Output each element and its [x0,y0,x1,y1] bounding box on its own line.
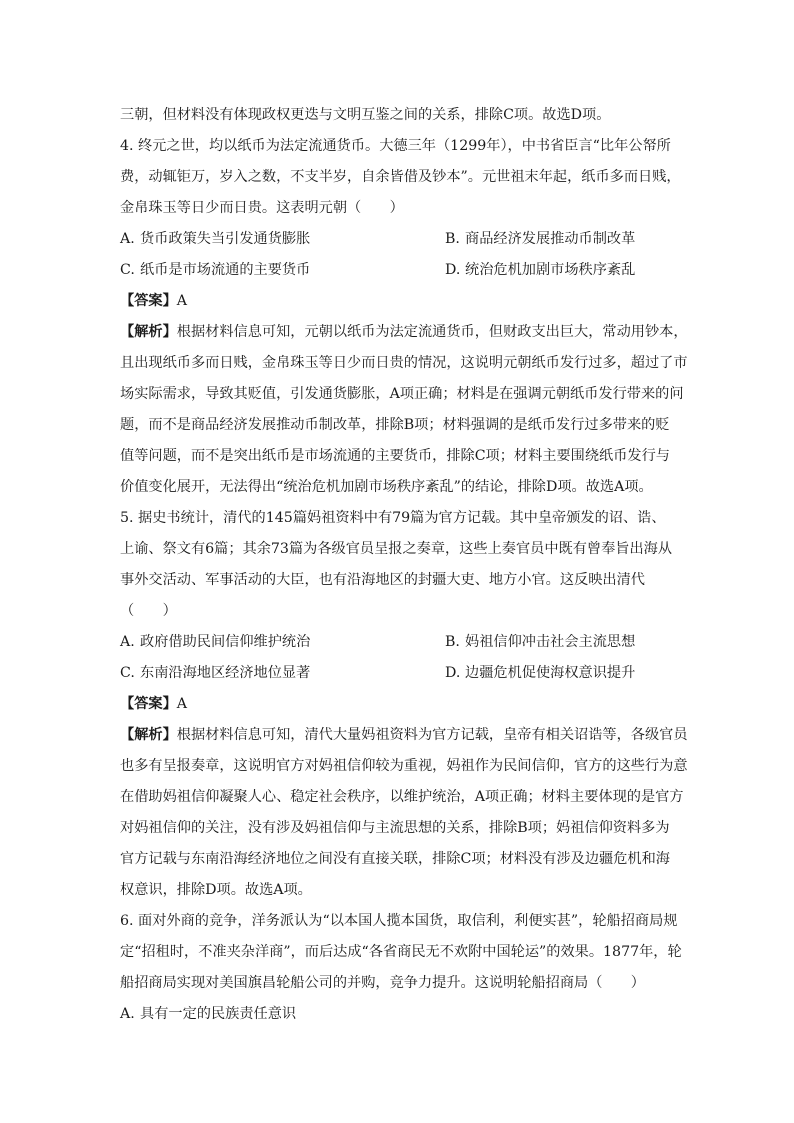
analysis-line: 在借助妈祖信仰凝聚人心、稳定社会秩序，以维护统治，A项正确；材料主要体现的是官方 [120,789,684,805]
answer-value: A [176,696,188,712]
option-text: 妈祖信仰冲击社会主流思想 [465,634,636,650]
continuation-text: 三朝，但材料没有体现政权更迭与文明互鉴之间的关系，排除C项。故选D项。 [120,107,611,123]
option-c [120,255,445,286]
analysis-text: 根据材料信息可知，元朝以纸币为法定流通货币，但财政支出巨大，常动用钞本， [176,324,688,340]
option-text: 政府借助民间信仰维护统治 [140,634,311,650]
option-text: 纸币是市场流通的主要货币 [140,262,311,278]
question-stem-line: （ ） [120,603,177,619]
option-row [120,255,676,286]
option-b [445,627,676,658]
analysis-line: 场实际需求，导致其贬值，引发通货膨胀，A项正确；材料是在强调元朝纸币发行带来的问 [120,386,684,402]
option-text: 边疆危机促使海权意识提升 [465,665,636,681]
option-c [120,658,445,689]
option-text: 货币政策失当引发通货膨胀 [140,231,311,247]
question-4 [120,131,688,503]
analysis-line [120,720,688,751]
question-stem-line: 定“招租时，不准夹杂洋商”，而后达成“各省商民无不欢附中国轮运”的效果。1877年，轮 [120,944,682,960]
analysis-line: 权意识，排除D项。故选A项。 [120,882,312,898]
option-letter: B. [445,231,460,247]
question-stem-line: 5. 据史书统计，清代的145篇妈祖资料中有79篇为官方记载。其中皇帝颁发的诏、诰、 [120,510,666,526]
option-a [120,224,445,255]
analysis-line: 价值变化展开，无法得出“统治危机加剧市场秩序紊乱”的结论，排除D项。故选A项。 [120,479,653,495]
question-stem-line: 6. 面对外商的竞争，洋务派认为“以本国人揽本国货，取信利，利便实甚”，轮船招商局规 [120,913,678,929]
option-row [120,999,676,1030]
analysis-text: 根据材料信息可知，清代大量妈祖资料为官方记载，皇帝有相关诏诰等，各级官员 [176,727,688,743]
question-6 [120,906,682,1030]
option-letter: A. [120,634,135,650]
option-letter: D. [445,665,461,681]
question-stem-line: 事外交活动、军事活动的大臣，也有沿海地区的封疆大吏、地方小官。这反映出清代 [120,572,645,588]
option-text: 商品经济发展推动币制改革 [465,231,636,247]
answer-tag: 【答案】 [120,293,177,309]
question-stem-line: 金帛珠玉等日少而日贵。这表明元朝（ ） [120,200,404,216]
question-stem-line: 4. 终元之世，均以纸币为法定流通货币。大德三年（1299年），中书省臣言“比年公帑所 [120,138,671,154]
analysis-tag: 【解析】 [120,727,177,743]
option-a [120,627,445,658]
option-text: 统治危机加剧市场秩序紊乱 [465,262,636,278]
option-d [445,255,676,286]
option-d [445,658,676,689]
analysis-line [120,317,688,348]
analysis-line: 且出现纸币多而日贱，金帛珠玉等日少而日贵的情况，这说明元朝纸币发行过多，超过了市 [120,355,688,371]
option-text: 具有一定的民族责任意识 [140,1006,297,1022]
option-text: 东南沿海地区经济地位显著 [140,665,311,681]
option-letter: A. [120,1006,135,1022]
option-row [120,658,676,689]
option-letter: A. [120,231,135,247]
option-row [120,224,676,255]
answer-line [120,689,676,720]
answer-value: A [176,293,188,309]
answer-tag: 【答案】 [120,696,177,712]
page-content [120,100,688,1030]
option-letter: D. [445,262,461,278]
option-letter: C. [120,665,135,681]
question-stem-line: 船招商局实现对美国旗昌轮船公司的并购，竞争力提升。这说明轮船招商局（ ） [120,975,645,991]
option-letter: B. [445,634,460,650]
analysis-line: 也多有呈报奏章，这说明官方对妈祖信仰较为重视，妈祖作为民间信仰，官方的这些行为意 [120,758,688,774]
option-letter: C. [120,262,135,278]
question-5 [120,503,688,906]
option-a [120,999,445,1030]
answer-line [120,286,676,317]
analysis-line: 对妈祖信仰的关注，没有涉及妈祖信仰与主流思想的关系，排除B项；妈祖信仰资料多为 [120,820,670,836]
analysis-line: 题，而不是商品经济发展推动币制改革，排除B项；材料强调的是纸币发行过多带来的贬 [120,417,670,433]
analysis-tag: 【解析】 [120,324,177,340]
analysis-line: 值等问题，而不是突出纸币是市场流通的主要货币，排除C项；材料主要围绕纸币发行与 [120,448,670,464]
option-row [120,627,676,658]
analysis-line: 官方记载与东南沿海经济地位之间没有直接关联，排除C项；材料没有涉及边疆危机和海 [120,851,670,867]
option-b [445,224,676,255]
question-stem-line: 费，动辄钜万，岁入之数，不支半岁，自余皆借及钞本”。元世祖末年起，纸币多而日贱， [120,169,681,185]
question-stem-line: 上谕、祭文有6篇；其余73篇为各级官员呈报之奏章，这些上奏官员中既有曾奉旨出海从 [120,541,673,557]
